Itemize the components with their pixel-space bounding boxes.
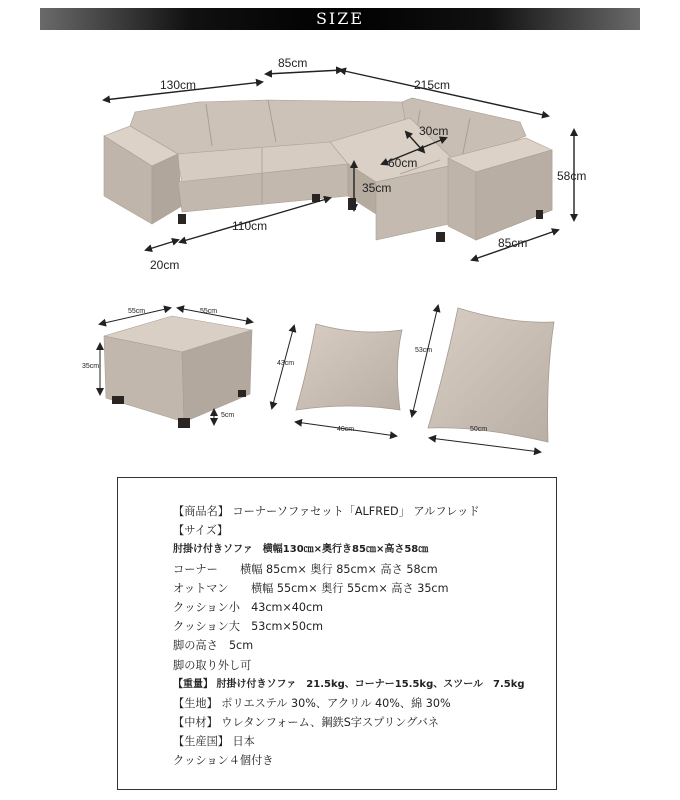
product-illustration — [0, 34, 680, 464]
spec-corner-size: コーナー 横幅 85cm× 奥行 85cm× 高さ 58cm — [173, 562, 438, 576]
dim-width-left: 130cm — [160, 78, 197, 92]
dim-cushion-small-width: 40cm — [337, 426, 355, 433]
section-header-bar — [40, 8, 640, 30]
spec-box — [117, 477, 557, 790]
product-dimension-figure — [0, 34, 680, 464]
spec-filling: 【中材】 ウレタンフォーム、鋼鉄S字スプリングバネ — [173, 716, 439, 730]
spec-cushion-large: クッション大 53cm×50cm — [173, 620, 324, 634]
dim-width-right: 215cm — [414, 78, 451, 92]
dim-seat-depth: 60cm — [388, 156, 418, 170]
dim-corner-width: 85cm — [278, 56, 308, 70]
dim-cushion-large-width: 50cm — [470, 426, 488, 433]
spec-origin: 【生産国】 日本 — [173, 735, 255, 749]
spec-list — [173, 502, 546, 771]
spec-cushion-small: クッション小 43cm×40cm — [173, 600, 324, 614]
dim-ottoman-height: 35cm — [82, 363, 100, 370]
small-cushion — [296, 324, 402, 410]
spec-weight: 【重量】 肘掛け付きソファ 21.5kg、コーナー15.5kg、スツール 7.5kg — [173, 678, 525, 690]
dim-arm-width: 20cm — [150, 258, 180, 272]
dim-leg-height: 5cm — [221, 412, 235, 419]
dim-inner-length: 110cm — [232, 219, 268, 233]
section-title: SIZE — [315, 9, 365, 28]
large-cushion — [428, 308, 554, 442]
spec-size-heading: 【サイズ】 — [173, 524, 229, 538]
spec-armsofa-size: 肘掛け付きソファ 横幅130㎝×奥行き85㎝×高さ58㎝ — [173, 544, 429, 556]
dim-ottoman-depth: 55cm — [128, 308, 146, 315]
dim-total-height: 58cm — [557, 169, 587, 183]
spec-cushion-count: クッション４個付き — [173, 754, 274, 768]
spec-leg-height: 脚の高さ 5cm — [173, 639, 254, 653]
spec-product-name: 【商品名】 コーナーソファセット「ALFRED」 アルフレッド — [173, 505, 480, 518]
dim-cushion-large-height: 53cm — [415, 347, 433, 354]
dim-depth-right: 85cm — [498, 236, 528, 250]
spec-ottoman-size: オットマン 横幅 55cm× 奥行 55cm× 高さ 35cm — [173, 581, 449, 595]
spec-fabric: 【生地】 ポリエステル 30%、アクリル 40%、綿 30% — [173, 696, 451, 710]
corner-sofa — [104, 98, 552, 242]
spec-leg-removable: 脚の取り外し可 — [173, 658, 252, 672]
dim-ottoman-width: 55cm — [200, 308, 218, 315]
dim-cushion-small-height: 43cm — [277, 360, 295, 367]
dim-seat-back-depth: 30cm — [419, 124, 449, 138]
dim-seat-height: 35cm — [362, 181, 392, 195]
